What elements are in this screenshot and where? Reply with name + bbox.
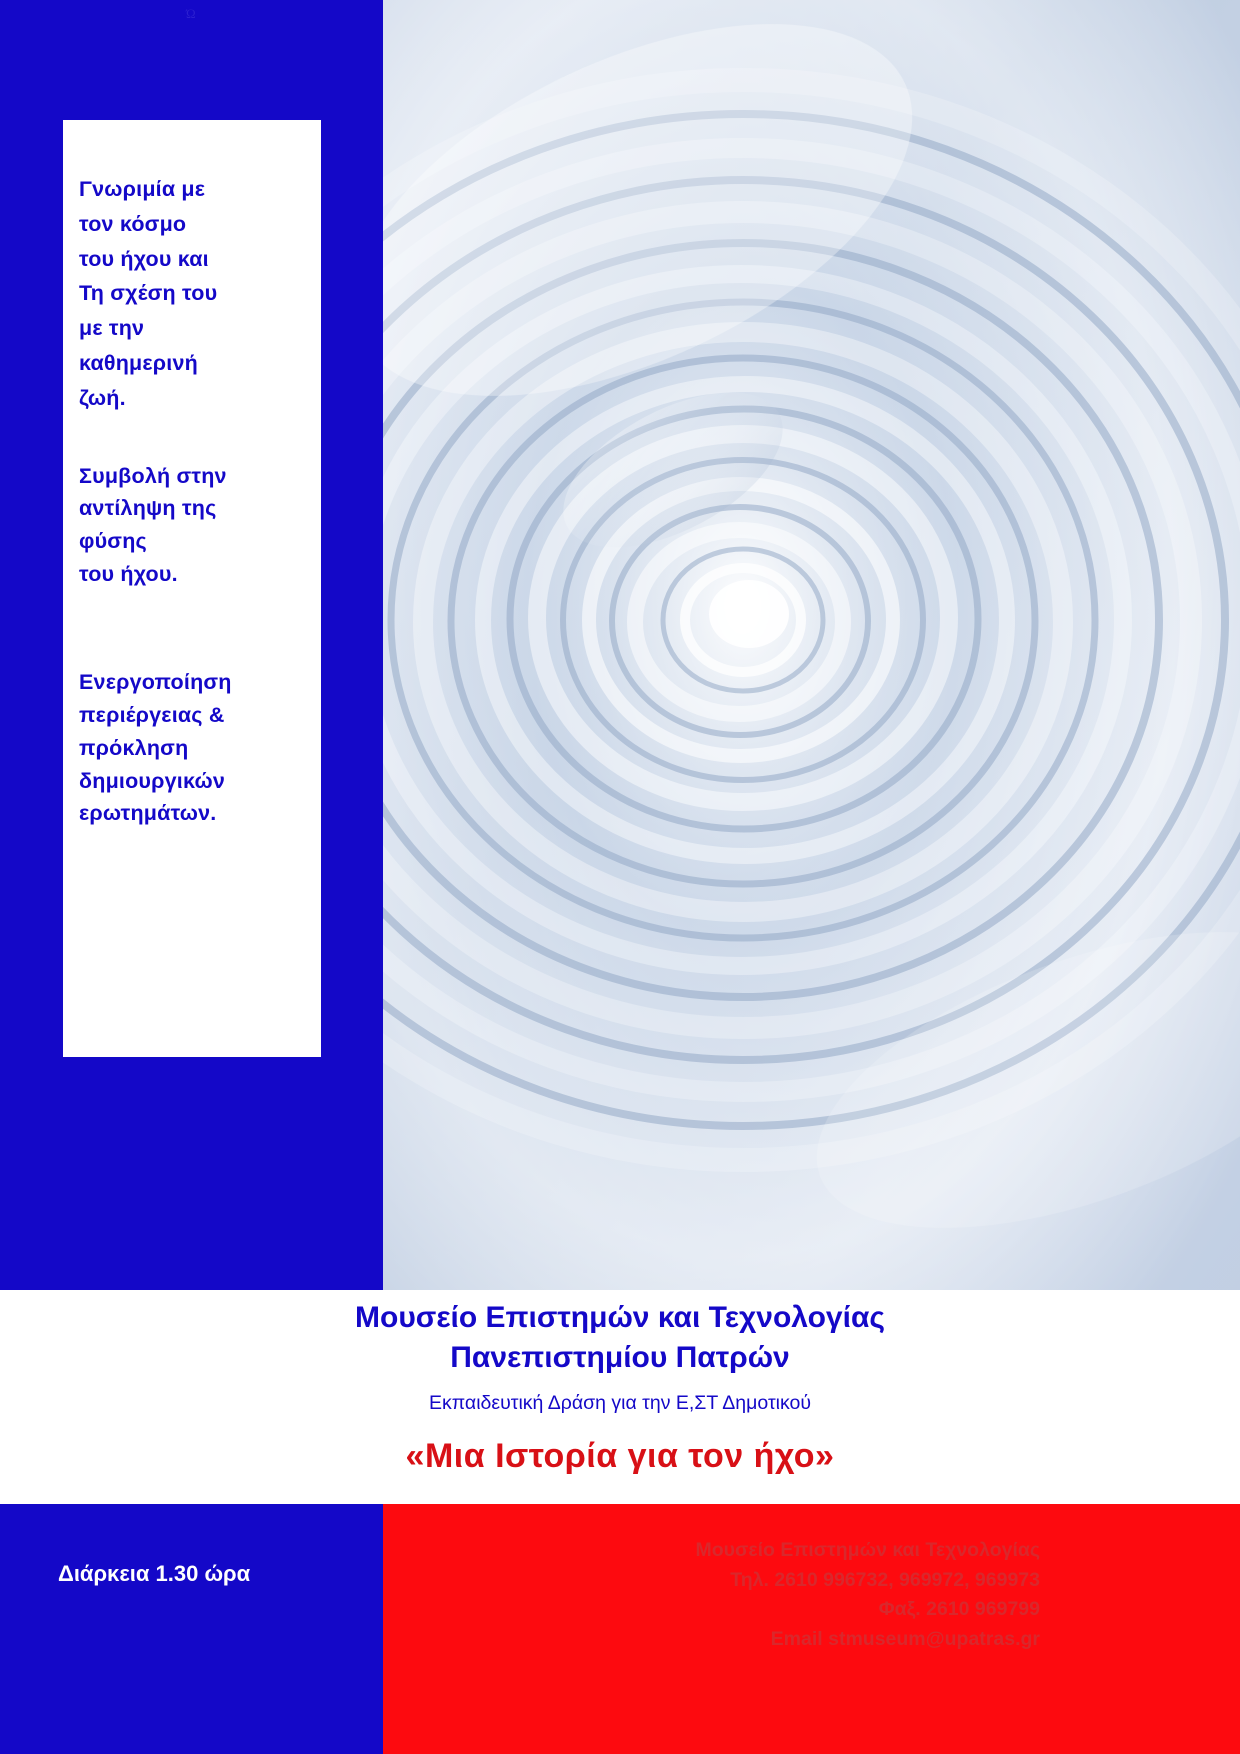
card-line: περιέργειας & — [79, 703, 225, 728]
card-spacer — [79, 416, 303, 460]
program-subtitle: Εκπαιδευτική Δράση για την Ε,ΣΤ Δημοτικού — [428, 1392, 811, 1415]
card-line: τον κόσμο — [79, 211, 187, 236]
card-line: με την — [79, 316, 145, 341]
contact-line: Μουσείο Επιστημών και Τεχνολογίας — [695, 1539, 1040, 1561]
card-line: ερωτημάτων. — [79, 801, 217, 826]
contact-block — [696, 1536, 1040, 1655]
card-line: δημιουργικών — [79, 768, 225, 793]
card-spacer — [79, 590, 303, 666]
card-block-2 — [79, 460, 303, 591]
water-ripple-image — [383, 0, 1240, 1290]
card-block-1 — [79, 172, 303, 416]
duration-label: Διάρκεια 1.30 ώρα — [58, 1561, 251, 1586]
museum-name-line-2: Πανεπιστημίου Πατρών — [450, 1341, 790, 1375]
card-line: του ήχου και — [79, 246, 209, 271]
card-line: Γνωριμία με — [79, 177, 206, 201]
card-line: Ενεργοποίηση — [79, 670, 232, 695]
card-line: πρόκληση — [79, 735, 189, 760]
card-line: φύσης — [79, 529, 147, 554]
card-line: Συμβολή στην — [79, 463, 227, 488]
card-block-3 — [79, 666, 303, 829]
card-line: αντίληψη της — [79, 496, 217, 521]
contact-line: Τηλ. 2610 996732, 969972, 969973 — [730, 1568, 1040, 1591]
contact-line: Φαξ. 2610 969799 — [878, 1598, 1040, 1621]
info-text-card — [63, 120, 321, 1057]
poster-headline: «Μια Ιστορία για τον ήχο» — [405, 1437, 835, 1476]
footer-bands — [0, 1504, 1240, 1754]
card-line: καθημερινή — [79, 351, 198, 376]
title-block — [0, 1290, 1240, 1504]
card-line: Τη σχέση του — [79, 281, 218, 306]
footer-blue-band — [0, 1504, 383, 1754]
card-line: ζωή. — [79, 385, 126, 410]
contact-line: Email stmuseum@upatras.gr — [770, 1627, 1040, 1650]
museum-name-line-1: Μουσείο Επιστημών και Τεχνολογίας — [355, 1301, 885, 1334]
card-line: του ήχου. — [79, 561, 178, 586]
tiny-mark: Ώ — [186, 6, 196, 21]
